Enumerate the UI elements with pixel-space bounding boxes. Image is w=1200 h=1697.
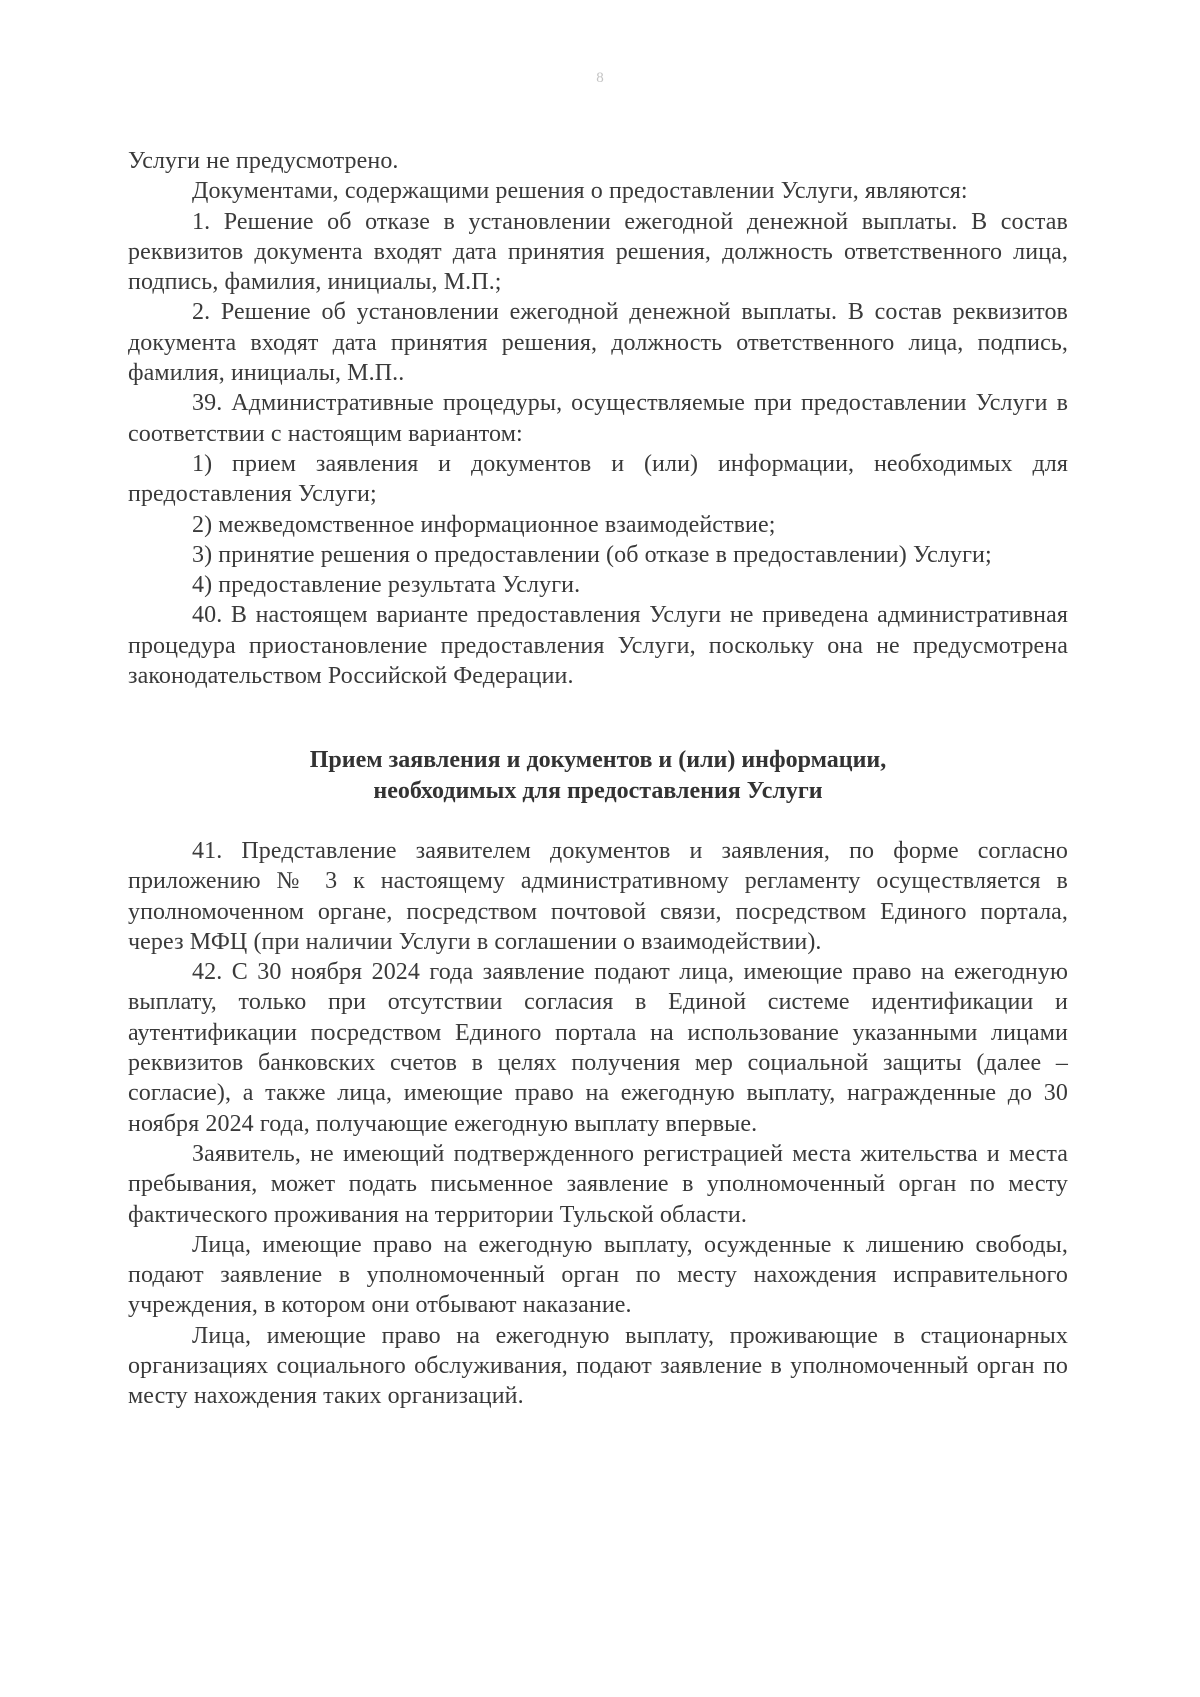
paragraph: 2. Решение об установлении ежегодной денежной выплаты. В состав реквизитов документа входят дата принятия решения, должность ответственного лица, подпись, фамилия, инициалы, М.П..: [128, 299, 1068, 387]
section-heading-line: Прием заявления и документов и (или) информации,: [309, 747, 887, 773]
paragraph: 1) прием заявления и документов и (или) информации, необходимых для предоставления Услуги;: [128, 450, 1068, 508]
paragraph: 39. Административные процедуры, осуществляемые при предоставлении Услуги в соответствии с настоящим вариантом:: [128, 390, 1068, 447]
paragraph: Услуги не предусмотрено.: [128, 148, 399, 174]
paragraph: 2) межведомственное информационное взаимодействие;: [192, 511, 776, 538]
bottom-text-block: [128, 836, 1068, 1412]
top-text-block: [128, 146, 1068, 691]
paragraph: 41. Представление заявителем документов и заявления, по форме согласно приложению № 3 к настоящему административному регламенту осуществляется в уполномоченном органе, посредством почтовой связи, посредством Единого портала, через МФЦ (при наличии Услуги в соглашении о взаимодействии).: [128, 838, 1068, 955]
paragraph: Лица, имеющие право на ежегодную выплату, проживающие в стационарных организациях социального обслуживания, подают заявление в уполномоченный орган по месту нахождения таких организаций.: [128, 1322, 1068, 1410]
section-heading-line: необходимых для предоставления Услуги: [373, 778, 823, 804]
section-heading: [128, 745, 1068, 807]
paragraph: 42. С 30 ноября 2024 года заявление подают лица, имеющие право на ежегодную выплату, только при отсутствии согласия в Единой системе идентификации и аутентификации посредством Единого портала на использование указанными лицами реквизитов банковских счетов в целях получения мер социальной защиты (далее – согласие), а также лица, имеющие право на ежегодную выплату, награжденные до 30 ноября 2024 года, получающие ежегодную выплату впервые.: [128, 959, 1068, 1137]
paragraph: Документами, содержащими решения о предоставлении Услуги, являются:: [192, 178, 968, 205]
paragraph: Заявитель, не имеющий подтвержденного регистрацией места жительства и места пребывания, может подать письменное заявление в уполномоченный орган по месту фактического проживания на территории Тульской области.: [128, 1140, 1068, 1228]
paragraph: 3) принятие решения о предоставлении (об отказе в предоставлении) Услуги;: [192, 541, 992, 568]
paragraph: Лица, имеющие право на ежегодную выплату, осужденные к лишению свободы, подают заявление в уполномоченный орган по месту нахождения исправительного учреждения, в котором они отбывают наказание.: [128, 1231, 1068, 1319]
paragraph: 40. В настоящем варианте предоставления Услуги не приведена административная процедура приостановление предоставления Услуги, поскольку она не предусмотрена законодательством Российской Федерации.: [128, 602, 1068, 690]
paragraph: 4) предоставление результата Услуги.: [192, 572, 581, 599]
paragraph: 1. Решение об отказе в установлении ежегодной денежной выплаты. В состав реквизитов документа входят дата принятия решения, должность ответственного лица, подпись, фамилия, инициалы, М.П.;: [128, 208, 1068, 296]
page-number: 8: [596, 70, 604, 86]
